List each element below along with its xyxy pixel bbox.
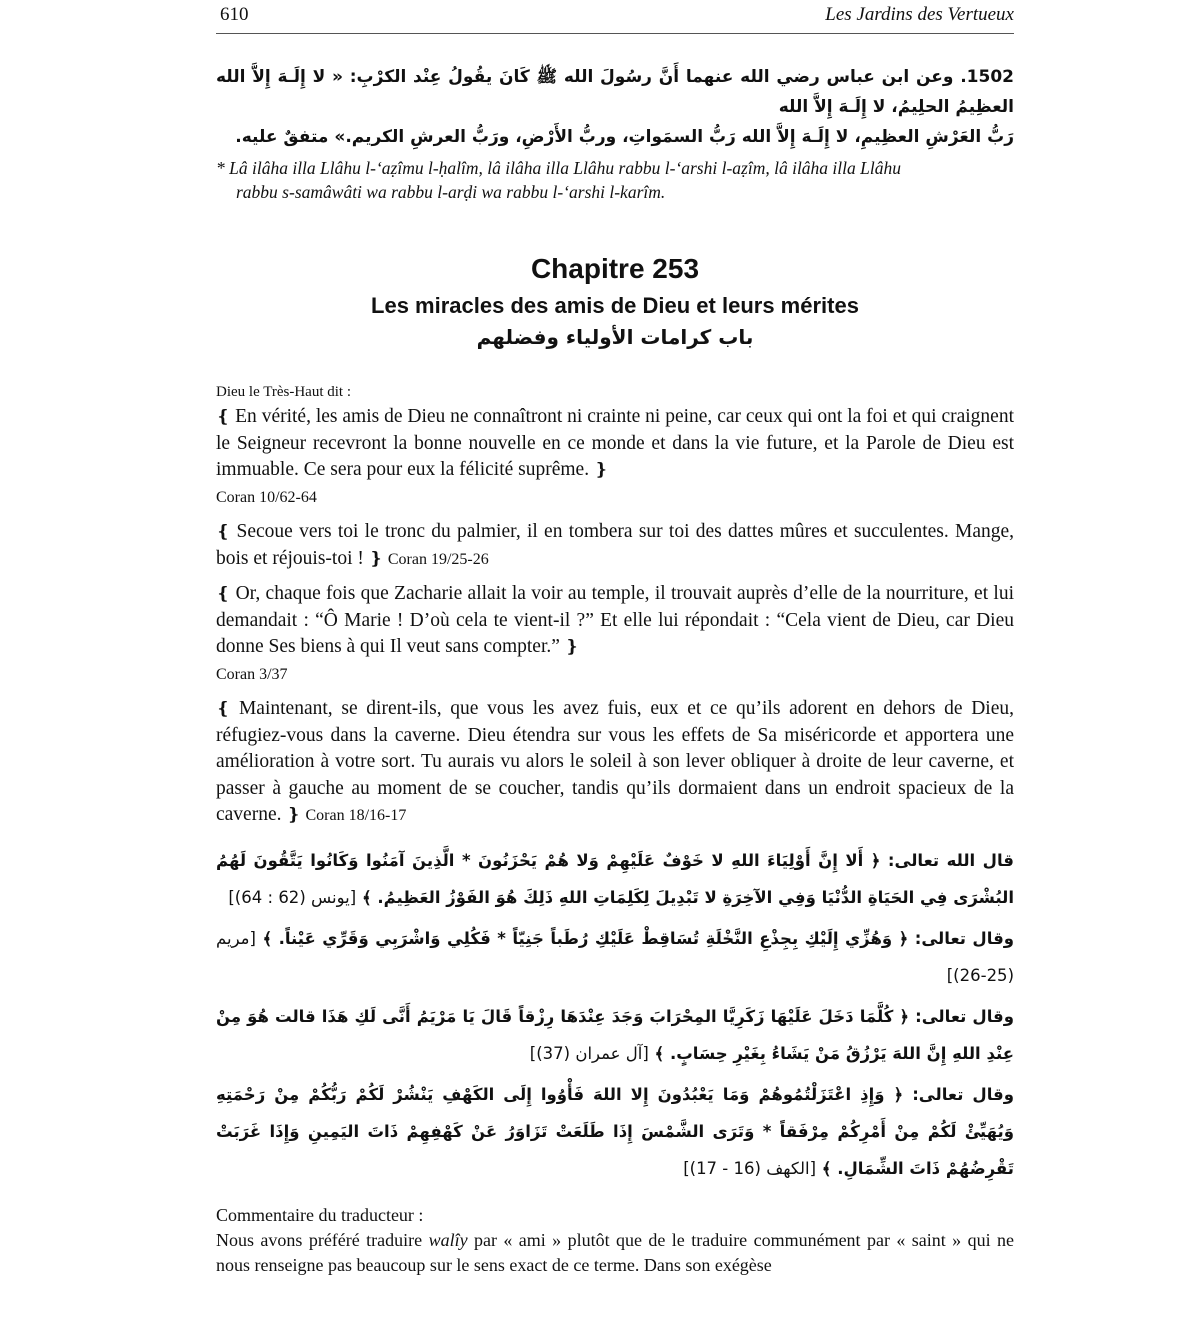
commentary-text: Nous avons préféré traduire	[216, 1229, 429, 1250]
transliteration-line-1: * Lâ ilâha illa Llâhu l-‘aẓîmu l-ḥalîm, lâ ilâha illa Llâhu rabbu l-‘arshi l-aẓîm, lâ ilâha illa Llâhu	[216, 158, 901, 178]
commentary-body	[216, 1228, 1014, 1278]
arabic-verse-2	[216, 920, 1014, 994]
arabic-verse-source: [مريم (25-26)]	[216, 928, 1014, 985]
arabic-verse-1	[216, 842, 1014, 916]
verse-reference: Coran 10/62-64	[216, 488, 317, 506]
ornament-open-icon: ❴	[216, 407, 231, 427]
ornament-close-icon: ❵	[368, 548, 383, 569]
verse-4	[216, 696, 1014, 830]
verse-1	[216, 404, 1014, 511]
ornament-open-icon: ❴	[216, 584, 231, 604]
arabic-verse-source: [يونس (62 : 64)]	[228, 887, 357, 907]
commentary-italic-term: walîy	[428, 1229, 468, 1250]
verse-3	[216, 581, 1014, 688]
ornament-open-icon: ❴	[216, 699, 231, 719]
verse-text: En vérité, les amis de Dieu ne connaîtront ni crainte ni peine, car ceux qui ont la foi et qui craignent le Seigneur recevront la bonne nouvelle en ce monde et dans la vie future, et la Parole de Dieu est immuable. Ce sera pour eux la félicité suprême.	[216, 406, 1015, 480]
arabic-verse-text: قال الله تعالى: ﴿ أَلا إِنَّ أَوْلِيَاءَ اللهِ لا خَوْفٌ عَلَيْهِمْ وَلا هُمْ يَحْزَنُونَ * الَّذِينَ آمَنُوا وَكَانُوا يَتَّقُونَ لَهُمُ البُشْرَى فِي الحَيَاةِ الدُّنْيَا وَفِي الآخِرَةِ لا تَبْدِيلَ لِكَلِمَاتِ اللهِ ذَلِكَ هُوَ الفَوْزُ العَظِيمُ. ﴾	[216, 850, 1014, 907]
page-number: 610	[220, 4, 249, 25]
ornament-close-icon: ❵	[286, 805, 301, 825]
book-page	[216, 0, 1014, 1288]
verse-reference: Coran 18/16-17	[305, 807, 407, 824]
arabic-verse-source: [آل عمران (37)]	[529, 1043, 649, 1063]
hadith-arabic-line-2: رَبُّ العَرْشِ العظِيمِ، لا إِلَـهَ إِلاَّ الله رَبُّ السمَواتِ، وربُّ الأَرْضِ، ورَبُّ العرشِ الكريم.» متفقٌ عليه.	[235, 127, 1014, 147]
ornament-close-icon: ❵	[593, 460, 609, 480]
commentary-text: par « ami » plutôt que de le traduire communément par « saint » qui ne nous renseigne pas beaucoup sur le sens exact de ce terme. Dans son exégèse	[216, 1229, 1014, 1275]
intro-line: Dieu le Très-Haut dit :	[216, 384, 351, 400]
arabic-verse-3	[216, 998, 1014, 1072]
commentary-heading: Commentaire du traducteur :	[216, 1204, 424, 1225]
verse-text: Secoue vers toi le tronc du palmier, il en tombera sur toi des dattes mûres et succulentes. Mange, bois et réjouis-toi !	[216, 521, 1015, 569]
chapter-number: Chapitre 253	[530, 253, 700, 284]
transliteration-line-2: rabbu s-samâwâti wa rabbu l-arḍi wa rabbu l-‘arshi l-karîm.	[236, 182, 666, 202]
running-header	[216, 4, 1014, 30]
ornament-open-icon: ❴	[216, 522, 231, 542]
ornament-close-icon: ❵	[564, 637, 580, 657]
arabic-verse-text: وقال تعالى: ﴿ كُلَّمَا دَخَلَ عَلَيْهَا زَكَرِيَّا المِحْرَابَ وَجَدَ عِنْدَهَا رِزْقاً قَالَ يَا مَرْيَمُ أَنَّى لَكِ هَذَا قالت هُوَ مِنْ عِنْدِ اللهِ إِنَّ اللهَ يَرْزُقُ مَنْ يَشَاءُ بِغَيْرِ حِسَابٍ. ﴾	[216, 1006, 1014, 1063]
translator-commentary	[216, 1203, 1014, 1288]
chapter-title: Les miracles des amis de Dieu et leurs mérites	[371, 293, 859, 318]
arabic-verse-4	[216, 1076, 1014, 1187]
verse-text: Or, chaque fois que Zacharie allait la voir au temple, il trouvait auprès d’elle de la nourriture, et lui demandait : “Ô Marie ! D’où cela te vient-il ?” Et elle lui répondait : “Cela vient de Dieu, car Dieu donne Ses biens à qui Il veut sans compter.”	[216, 583, 1015, 657]
hadith-arabic-line-1: 1502. وعن ابن عباس رضي الله عنهما أَنَّ رسُولَ الله ﷺ كَانَ يقُولُ عِنْد الكرْبِ: « لا إِلَـهَ إِلاَّ الله العظِيمُ الحلِيمُ، لا إِلَـهَ إِلاَّ الله	[216, 67, 1014, 117]
arabic-verse-text: وقال تعالى: ﴿ وَإِذِ اعْتَزَلْتُمُوهُمْ وَمَا يَعْبُدُونَ إِلا اللهَ فَأْوُوا إِلَى الكَهْفِ يَنْشُرْ لَكُمْ رَبُّكُمْ مِنْ رَحْمَتِهِ وَيُهَيِّئْ لَكُمْ مِنْ أَمْرِكُمْ مِرْفَقاً * وَتَرَى الشَّمْسَ إِذَا طَلَعَتْ تَزَاوَرُ عَنْ كَهْفِهِمْ ذَاتَ اليَمِينِ وَإِذَا غَرَبَتْ تَقْرِضُهُمْ ذَاتَ الشِّمَالِ. ﴾	[216, 1084, 1014, 1178]
header-rule	[216, 33, 1014, 34]
hadith-block	[216, 62, 1014, 204]
arabic-verse-text: وقال تعالى: ﴿ وَهُزِّي إِلَيْكِ بِجِذْعِ النَّخْلَةِ تُسَاقِطْ عَلَيْكِ رُطَباً جَنِيّاً * فَكُلِي وَاشْرَبِي وَقَرِّي عَيْناً. ﴾	[262, 928, 1014, 948]
book-title: Les Jardins des Vertueux	[825, 4, 1014, 25]
verse-text: Maintenant, se dirent-ils, que vous les avez fuis, eux et ce qu’ils adorent en dehors de Dieu, réfugiez-vous dans la caverne. Dieu étendra sur vous les effets de Sa miséricorde et apportera une amélioration à votre sort. Tu aurais vu alors le soleil à son lever obliquer à droite de leur caverne, et passer à gauche au moment de se coucher, tandis qu’ils dormaient dans un endroit spacieux de la caverne.	[216, 698, 1015, 825]
arabic-verse-source: [الكهف (16 - 17)]	[683, 1158, 817, 1178]
verse-reference: Coran 19/25-26	[387, 550, 489, 568]
verse-2	[216, 519, 1014, 573]
verse-reference: Coran 3/37	[216, 665, 288, 683]
hadith-transliteration	[216, 156, 1014, 204]
chapter-arabic-title: باب كرامات الأولياء وفضلهم	[476, 325, 754, 349]
